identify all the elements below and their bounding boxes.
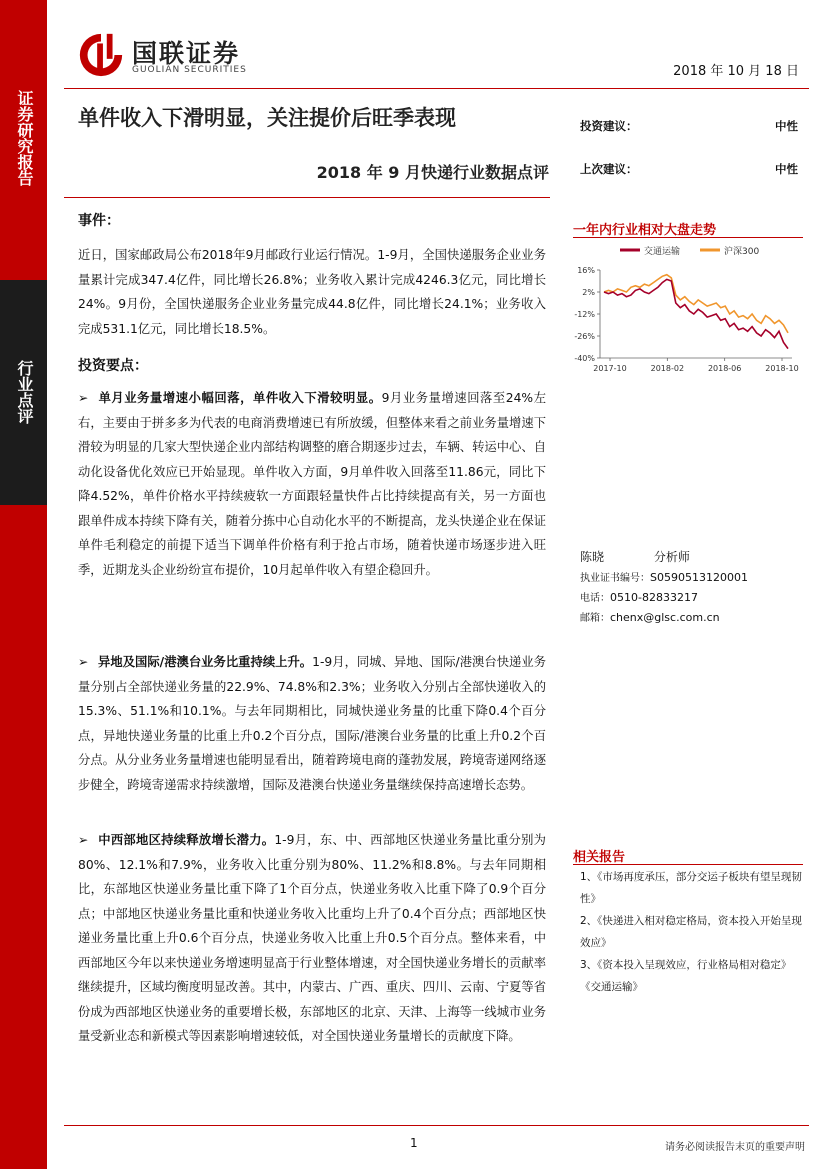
analyst-phone-label: 电话： (580, 593, 610, 604)
analyst-license (580, 569, 748, 584)
y-tick-label: -12% (574, 310, 595, 319)
event-text: 近日，国家邮政局公布2018年9月邮政行业运行情况。1-9月，全国快递服务企业业务量累计完成347.4亿件，同比增长26.8%；业务收入累计完成4246.3亿元，同比增长24%。9月份，全国快递服务企业业务量完成44.8亿件，同比增长24.1%；业务收入完成531.1亿元，同比增长18.5%。 (78, 248, 546, 336)
event-heading: 事件： (78, 213, 120, 229)
x-tick-label: 2018-10 (765, 364, 799, 373)
points-heading: 投资要点： (78, 358, 148, 374)
analyst-role: 分析师 (653, 550, 690, 564)
chart-title-divider (573, 237, 803, 238)
relative-performance-chart (570, 240, 805, 380)
point-headline: 异地及国际/港澳台业务比重持续上升。 (98, 655, 313, 669)
point-text: 1-9月，同城、异地、国际/港澳台快递业务量分别占全部快递业务量的22.9%、74.8%和2.3%；业务收入分别占全部快递收入的15.3%、51.1%和10.1%。与去年同期相比，同城快递业务量的比重下降0.4个百分点，异地快递业务量的比重上升0.2个百分点，国际/港澳台业务量的比重上升0.2个百分点。从分业务业务量增速也能明显看出，随着跨境电商的蓬勃发展，跨境寄递网络逐步健全，跨境寄递需求持续激增，国际及港澳台快递业务量继续保持高速增长态势。 (78, 655, 546, 792)
x-tick-label: 2018-02 (650, 364, 685, 373)
analyst-email-value[interactable]: chenx@glsc.com.cn (610, 611, 720, 624)
brand-name-en: GUOLIAN SECURITIES (132, 65, 247, 75)
rating-current (580, 118, 798, 134)
series-line-hs300 (604, 275, 788, 333)
point-text: 9月业务量增速回落至24%左右，主要由于拼多多为代表的电商消费增速已有所放缓，但整体来看之前业务量增速下滑较为明显的几家大型快递企业内部结构调整的磨合期逐步过去，车辆、转运中心、自动化设备优化效应已开始显现。单件收入方面，9月单件收入回落至11.86元，同比下降4.52%，单件价格水平持续疲软一方面跟轻量快件占比持续提高有关，另一方面也跟单件成本持续下降有关，随着分拣中心自动化水平的不断提高，龙头快递企业在保证单件毛利稳定的前提下适当下调单件价格有利于抢占市场，随着快递市场逐步进入旺季，近期龙头企业纷纷宣布提价，10月起单件收入有望企稳回升。 (78, 391, 546, 577)
point-headline: 单月业务量增速小幅回落，单件收入下滑较明显。 (98, 391, 382, 405)
related-item[interactable]: 3、《资本投入呈现效应，行业格局相对稳定》《交通运输》 (580, 959, 792, 993)
y-tick-label: -40% (574, 354, 595, 363)
analyst-phone-value: 0510-82833217 (610, 591, 698, 604)
analyst-name: 陈晓 (580, 550, 605, 564)
analyst-email-label: 邮箱： (580, 613, 610, 624)
analyst-phone (580, 589, 698, 604)
related-divider (573, 864, 803, 865)
point-headline: 中西部地区持续释放增长潜力。 (98, 833, 275, 847)
legend-label: 沪深300 (724, 247, 760, 257)
x-tick-label: 2018-06 (707, 364, 742, 373)
point-item (78, 386, 546, 582)
analyst-license-label: 执业证书编号： (580, 573, 650, 584)
rating-previous-value: 中性 (775, 162, 798, 176)
rating-current-label: 投资建议： (580, 119, 638, 133)
legend-label: 交通运输 (644, 247, 681, 257)
brand-name: 国联证券 (132, 39, 241, 68)
rating-previous-label: 上次建议： (580, 162, 638, 176)
sidebar-category: 行业点评 (15, 360, 34, 424)
report-date: 2018 年 10 月 18 日 (673, 64, 799, 79)
point-item (78, 828, 546, 1049)
footer-divider (64, 1125, 809, 1126)
sidebar-report-type: 证券研究报告 (15, 90, 34, 186)
report-title: 单件收入下滑明显，关注提价后旺季表现 (78, 105, 456, 130)
report-subtitle: 2018 年 9 月快递行业数据点评 (316, 163, 549, 182)
point-text: 1-9月，东、中、西部地区快递业务量比重分别为80%、12.1%和7.9%，业务收入比重分别为80%、11.2%和8.8%。与去年同期相比，东部地区快递业务量比重下降了1个百分点，快递业务收入比重下降了0.9个百分点；中部地区快递业务量比重和快递业务收入比重均上升了0.4个百分点；西部地区快递业务量比重上升0.6个百分点，快递业务收入比重上升0.5个百分点。整体来看，中西部地区今年以来快递业务增速明显高于行业整体增速，对全国快递业务增长的贡献率继续提升，区域均衡度明显改善。其中，内蒙古、广西、重庆、四川、云南、宁夏等省份成为西部地区快递业务的重要增长极，东部地区的北京、天津、上海等一线城市业务量受新业态和新模式等因素影响增速较低，对全国快递业务量增长的贡献度下降。 (78, 833, 546, 1043)
brand-logo-icon (75, 30, 127, 80)
sidebar-bottom-band (0, 505, 47, 1169)
y-tick-label: -26% (574, 332, 595, 341)
page-number: 1 (410, 1136, 418, 1150)
related-item[interactable]: 2、《快递进入相对稳定格局，资本投入开始呈现效应》 (580, 915, 802, 949)
rating-current-value: 中性 (775, 119, 798, 133)
y-tick-label: 2% (582, 288, 595, 297)
chart-title: 一年内行业相对大盘走势 (573, 223, 717, 238)
bullet-arrow-icon: ➢ (78, 655, 89, 669)
series-line-transport (604, 279, 788, 348)
bullet-arrow-icon: ➢ (78, 391, 89, 405)
header-divider (64, 88, 809, 89)
point-item (78, 650, 546, 797)
y-tick-label: 16% (577, 266, 595, 275)
related-list (580, 866, 804, 998)
analyst-license-value: S0590513120001 (650, 571, 748, 584)
x-tick-label: 2017-10 (593, 364, 627, 373)
footer-disclaimer: 请务必阅读报告末页的重要声明 (665, 1142, 805, 1153)
analyst-email (580, 609, 720, 624)
title-divider (64, 197, 550, 198)
related-item[interactable]: 1、《市场再度承压，部分交运子板块有望呈现韧性》 (580, 871, 802, 905)
analyst-info (580, 548, 690, 565)
sidebar (0, 0, 47, 1169)
rating-previous (580, 161, 798, 177)
bullet-arrow-icon: ➢ (78, 833, 89, 847)
related-heading: 相关报告 (573, 850, 626, 865)
